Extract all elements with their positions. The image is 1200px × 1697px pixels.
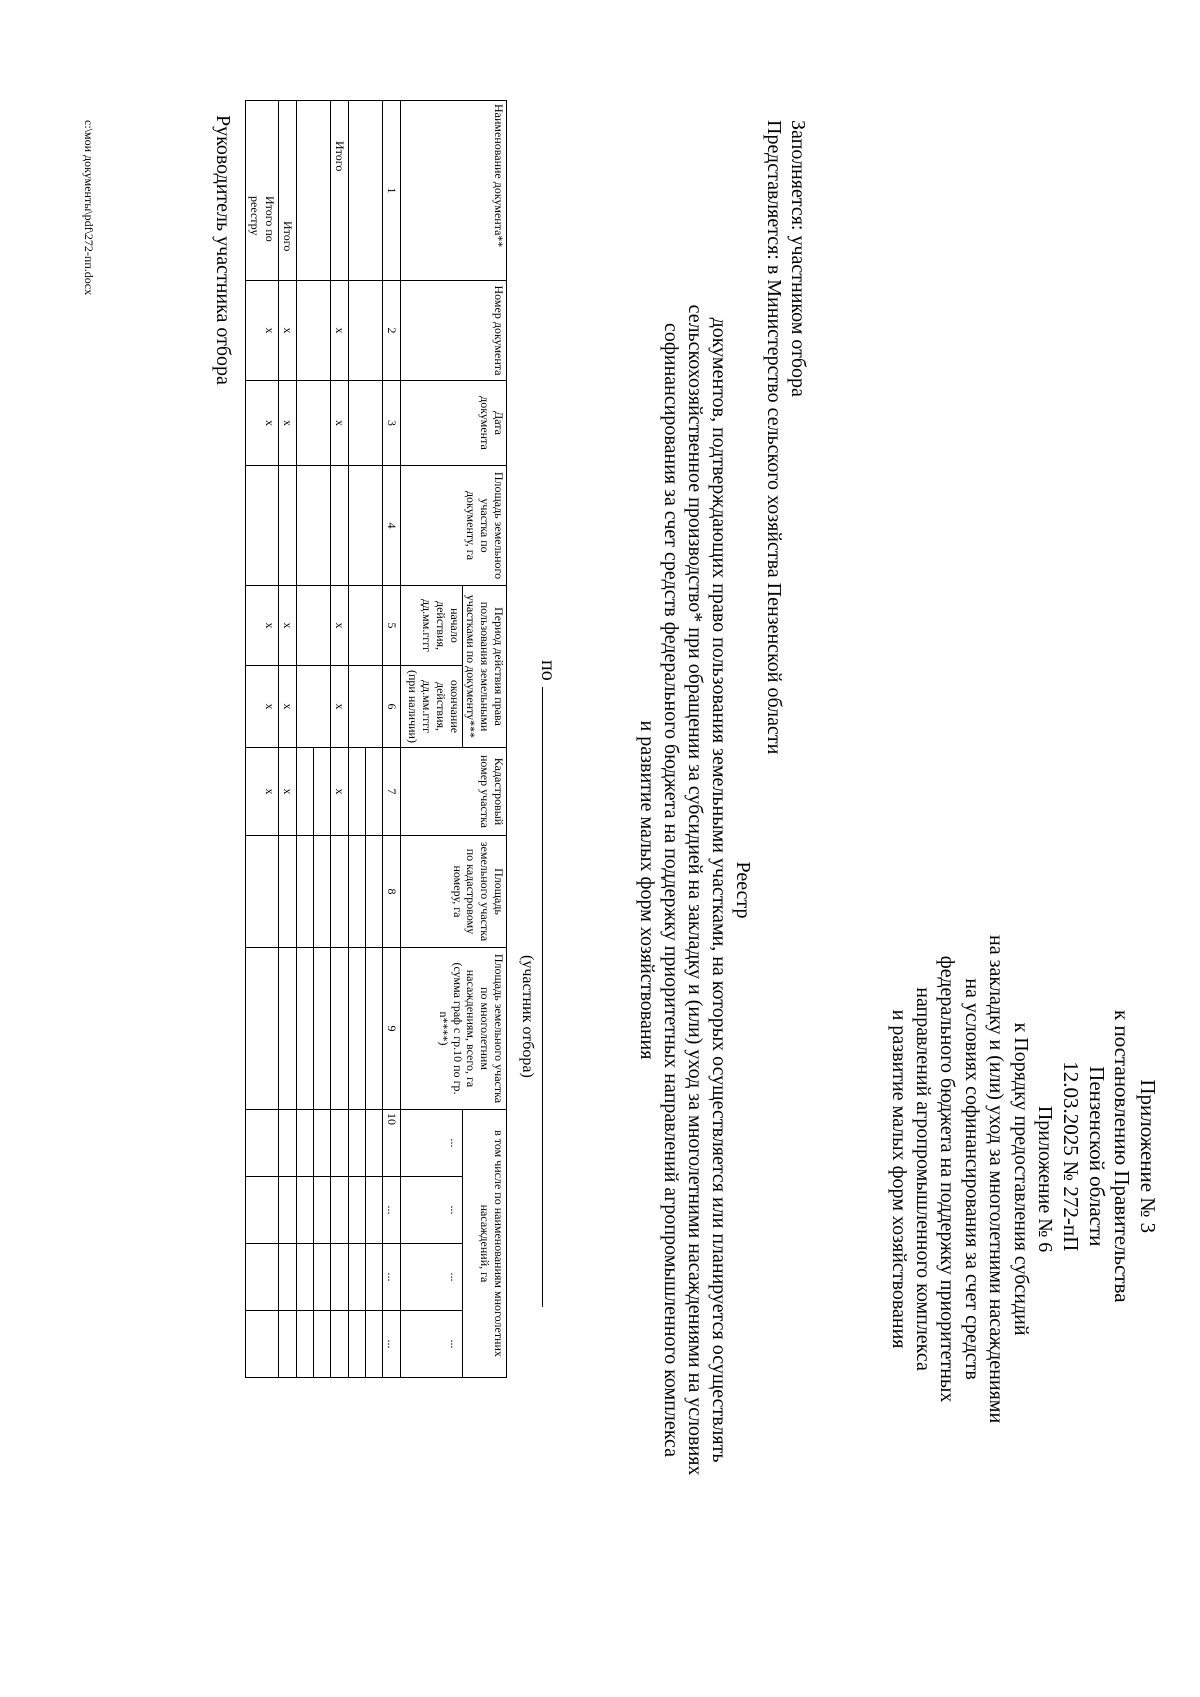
cell[interactable] <box>313 1110 330 1177</box>
cell[interactable] <box>296 666 330 748</box>
column-number: 6 <box>382 666 400 748</box>
column-number: 10 <box>382 1110 400 1177</box>
cell[interactable] <box>330 836 348 948</box>
cell[interactable] <box>365 1110 382 1177</box>
table-row <box>365 101 382 1378</box>
participant-line <box>536 660 561 1307</box>
cell[interactable] <box>278 1110 296 1177</box>
order-line: федерального бюджета на поддержку приоритетных <box>936 955 959 1403</box>
total-label: Итого <box>278 101 296 281</box>
title-line: документов, подтверждающих право пользования земельными участками, на которых осуществляется или планируется осуществлять <box>708 317 730 1463</box>
x-mark: x <box>330 666 348 748</box>
registry-total-row <box>245 101 278 1378</box>
document-title <box>635 230 755 1550</box>
cell[interactable] <box>278 1177 296 1244</box>
header-doc-date: Дата документа <box>400 381 506 466</box>
cell[interactable] <box>330 1244 348 1311</box>
cell[interactable] <box>330 466 348 586</box>
column-number: ... <box>382 1311 400 1378</box>
x-mark: x <box>245 381 278 466</box>
cell[interactable] <box>278 1244 296 1311</box>
column-number: 7 <box>382 748 400 836</box>
cell[interactable] <box>313 1177 330 1244</box>
cell[interactable] <box>296 586 330 666</box>
column-number: 3 <box>382 381 400 466</box>
participant-caption: (участник отбора) <box>519 955 536 1078</box>
appendix-line: Пензенской области <box>1084 1066 1109 1247</box>
header-dots: ... <box>400 1177 462 1244</box>
column-numbers-row <box>382 101 400 1378</box>
x-mark: x <box>278 666 296 748</box>
header-dots: ... <box>400 1311 462 1378</box>
cell[interactable] <box>296 1110 313 1177</box>
header-area-plantings: Площадь земельного участка по многолетним насаждениям, всего, га (сумма граф с гр.10 по гр. n****) <box>400 948 506 1110</box>
cell[interactable] <box>365 1244 382 1311</box>
cell[interactable] <box>348 948 365 1110</box>
cell[interactable] <box>348 1311 365 1378</box>
column-number: ... <box>382 1244 400 1311</box>
cell[interactable] <box>296 836 313 948</box>
cell[interactable] <box>348 466 382 586</box>
appendix-line: Приложение № 3 <box>1136 1079 1160 1234</box>
file-path: c:\мои документы\pdf\272-пп.docx <box>82 120 96 296</box>
cell[interactable] <box>296 1177 313 1244</box>
order-line: на условиях софинансирования за счет средств <box>960 978 983 1380</box>
subtotal-row <box>330 101 348 1378</box>
appendix-line: 12.03.2025 № 272-пП <box>1059 1061 1084 1252</box>
cell[interactable] <box>245 1244 278 1311</box>
cell[interactable] <box>313 1244 330 1311</box>
cell[interactable] <box>330 1110 348 1177</box>
order-appendix-header <box>886 935 1057 1423</box>
cell[interactable] <box>245 1311 278 1378</box>
cell[interactable] <box>365 1177 382 1244</box>
cell[interactable] <box>296 1311 313 1378</box>
cell[interactable] <box>330 1311 348 1378</box>
registry-total-label: Итого по реестру <box>245 101 278 281</box>
cell[interactable] <box>365 836 382 948</box>
appendix-header <box>1058 1010 1160 1303</box>
title-line: и развитие малых форм хозяйствования <box>636 720 658 1060</box>
fill-info <box>762 120 810 754</box>
x-mark: x <box>330 586 348 666</box>
cell[interactable] <box>278 466 296 586</box>
header-by-plantings: в том числе по наименованиям многолетних насаждений, га <box>462 1110 506 1378</box>
x-mark: x <box>245 586 278 666</box>
header-dots: ... <box>400 1110 462 1177</box>
cell[interactable] <box>296 466 330 586</box>
cell[interactable] <box>245 1177 278 1244</box>
cell[interactable] <box>330 1177 348 1244</box>
x-mark: x <box>330 281 348 381</box>
cell[interactable] <box>278 948 296 1110</box>
column-number: 1 <box>382 101 400 281</box>
title-line: сельскохозяйственное производство* при обращении за субсидией на закладку и (или) уход за многолетними насаждениями на условиях <box>684 304 706 1476</box>
header-end: окончание действия, дд.мм.гггг (при наличии) <box>400 666 462 748</box>
cell[interactable] <box>348 1110 365 1177</box>
header-period: Период действия права пользования земельными участками по документу*** <box>462 586 506 748</box>
cell[interactable] <box>348 381 382 466</box>
x-mark: x <box>278 748 296 836</box>
order-line: Приложение № 6 <box>1034 1105 1056 1253</box>
column-number: 5 <box>382 586 400 666</box>
cell[interactable] <box>348 748 365 836</box>
column-number: 9 <box>382 948 400 1110</box>
total-row <box>278 101 296 1378</box>
cell[interactable] <box>313 1311 330 1378</box>
order-line: и развитие малых форм хозяйствования <box>887 1009 910 1349</box>
column-number: ... <box>382 1177 400 1244</box>
cell[interactable] <box>245 948 278 1110</box>
order-line: к Порядку предоставления субсидий <box>1009 1022 1032 1336</box>
x-mark: x <box>330 748 348 836</box>
cell[interactable] <box>348 1244 365 1311</box>
cell[interactable] <box>278 1311 296 1378</box>
cell[interactable] <box>348 101 382 281</box>
filled-by: Заполняется: участником отбора <box>787 120 809 397</box>
subtotal-label: Итого <box>330 101 348 281</box>
cell[interactable] <box>330 948 348 1110</box>
cell[interactable] <box>313 836 330 948</box>
header-doc-name: Наименование документа** <box>400 101 506 281</box>
cell[interactable] <box>313 948 330 1110</box>
x-mark: x <box>278 586 296 666</box>
cell[interactable] <box>348 666 382 748</box>
cell[interactable] <box>296 748 313 836</box>
title-line: софинансирования за счет средств федерального бюджета на поддержку приоритетных направлений агропромышленного комплекса <box>660 323 682 1457</box>
cell[interactable] <box>296 1244 313 1311</box>
cell[interactable] <box>296 948 313 1110</box>
cell[interactable] <box>278 836 296 948</box>
appendix-line: к постановлению Правительства <box>1110 1010 1135 1303</box>
header-doc-number: Номер документа <box>400 281 506 381</box>
participant-field[interactable] <box>542 687 561 1307</box>
cell[interactable] <box>313 748 330 836</box>
order-line: на закладку и (или) уход за многолетними насаждениями <box>985 935 1008 1424</box>
header-dots: ... <box>400 1244 462 1311</box>
cell[interactable] <box>365 1311 382 1378</box>
cell[interactable] <box>245 466 278 586</box>
column-number: 8 <box>382 836 400 948</box>
leader-signature-label: Руководитель участника отбора <box>212 115 234 385</box>
header-start: начало действия, дд.мм.гггг <box>400 586 462 666</box>
column-number: 2 <box>382 281 400 381</box>
x-mark: x <box>330 381 348 466</box>
x-mark: x <box>278 381 296 466</box>
table-row <box>313 101 330 1378</box>
cell[interactable] <box>348 1177 365 1244</box>
cell[interactable] <box>365 948 382 1110</box>
x-mark: x <box>245 748 278 836</box>
cell[interactable] <box>296 381 330 466</box>
cell[interactable] <box>245 836 278 948</box>
cell[interactable] <box>348 836 365 948</box>
header-area-doc: Площадь земельного участка по документу, га <box>400 466 506 586</box>
order-line: направлений агропромышленного комплекса <box>912 987 935 1371</box>
header-area-cadastral: Площадь земельного участка по кадастровому номеру, га <box>400 836 506 948</box>
x-mark: x <box>245 281 278 381</box>
cell[interactable] <box>296 281 330 381</box>
column-number: 4 <box>382 466 400 586</box>
registry-table <box>245 100 507 1378</box>
x-mark: x <box>278 281 296 381</box>
submitted-to: Представляется: в Министерство сельского хозяйства Пензенской области <box>763 120 785 755</box>
x-mark: x <box>245 666 278 748</box>
title-heading: Реестр <box>732 861 754 919</box>
cell[interactable] <box>348 281 382 381</box>
cell[interactable] <box>365 748 382 836</box>
cell[interactable] <box>348 586 382 666</box>
cell[interactable] <box>245 1110 278 1177</box>
po-label: по <box>537 660 559 681</box>
header-cadastral: Кадастровый номер участка <box>400 748 506 836</box>
cell[interactable] <box>296 101 330 281</box>
